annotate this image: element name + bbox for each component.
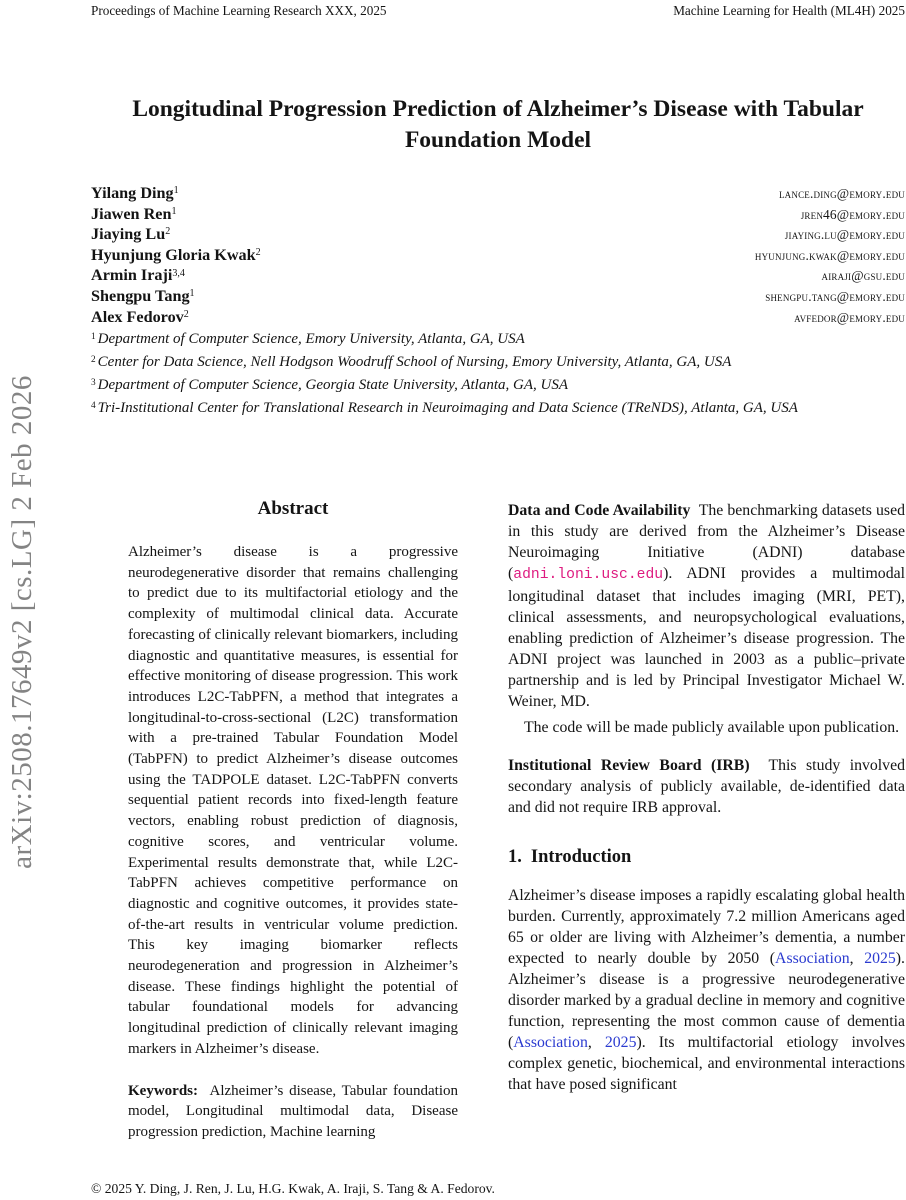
keywords-label: Keywords:: [128, 1082, 198, 1099]
citation-link[interactable]: Association: [513, 1034, 588, 1051]
author-row: [91, 225, 905, 246]
section-heading-introduction: [508, 847, 905, 868]
citation-link[interactable]: Association: [775, 950, 850, 967]
author-name: Yilang Ding$^1$: [91, 184, 179, 202]
header-left: Proceedings of Machine Learning Research XXX, 2025: [91, 3, 387, 18]
citation-year-link[interactable]: 2025: [864, 950, 896, 967]
author-block: [91, 184, 905, 328]
affiliation-item: $^2$ Center for Data Science, Nell Hodgson Woodruff School of Nursing, Emory University, Atlanta, GA, USA: [91, 354, 732, 370]
author-affil-sup: 3,4: [172, 267, 185, 279]
arxiv-watermark: arXiv:2508.17649v2 [cs.LG] 2 Feb 2026: [6, 375, 38, 869]
paper-title-text: Longitudinal Progression Prediction of Alzheimer’s Disease with Tabular Foundation Model: [132, 96, 864, 153]
author-row: [91, 308, 905, 329]
author-name: Jiaying Lu$^2$: [91, 225, 171, 244]
adni-url-link[interactable]: adni.loni.usc.edu: [513, 567, 664, 583]
affiliation-item: $^4$ Tri-Institutional Center for Translational Research in Neuroimaging and Data Science (TReNDS), Atlanta, GA, USA: [91, 400, 798, 416]
affiliation-item: $^1$ Department of Computer Science, Emory University, Atlanta, GA, USA: [91, 331, 525, 347]
introduction-paragraph: [508, 885, 905, 1095]
affiliation-item: $^3$ Department of Computer Science, Georgia State University, Atlanta, GA, USA: [91, 377, 568, 393]
author-affil-sup: 2: [165, 226, 171, 238]
data-availability-text: ). ADNI provides a multimodal longitudinal dataset that includes imaging (MRI, PET), clinical assessments, and neuropsychological evaluations, enabling prediction of Alzheimer’s disease progression. The ADNI project was launched in 2003 as a public–private partnership and is led by Principal Investigator Michael W. Weiner, MD.: [508, 565, 905, 710]
irb-paragraph: [508, 755, 905, 818]
author-email: hyunjung.kwak@emory.edu: [754, 247, 905, 263]
keywords-text: Alzheimer’s disease, Tabular foundation model, Longitudinal multimodal data, Disease progression prediction, Machine learning: [128, 1082, 458, 1140]
author-affil-sup: 1: [189, 288, 195, 300]
author-row: [91, 205, 905, 226]
author-row: [91, 246, 905, 267]
author-name: Shengpu Tang$^1$: [91, 286, 195, 305]
intro-text: ). Its multifactorial etiology involves complex genetic, biochemical, and environmental interactions that have posed significant: [508, 1034, 905, 1093]
author-affil-sup: 2: [255, 246, 261, 258]
left-column: [128, 498, 458, 1143]
author-affil-sup: 2: [183, 308, 189, 320]
affiliation-sup: 1: [91, 331, 96, 342]
intro-text: Alzheimer’s disease imposes a rapidly escalating global health burden. Currently, approximately 7.2 million Americans aged 65 or older are living with Alzheimer’s dementia, a number expected to nearly double by 2050 (: [508, 887, 905, 967]
affiliation-block: [91, 329, 897, 421]
section-number: 1.: [508, 847, 522, 867]
intro-text: ). Alzheimer’s disease is a progressive neurodegenerative disorder marked by a gradual decline in memory and cognitive function, representing the most common cause of dementia (: [508, 950, 905, 1051]
abstract-heading: Abstract: [257, 498, 329, 519]
author-name: Alex Fedorov$^2$: [91, 307, 189, 326]
intro-text: ,: [849, 950, 865, 967]
footer-copyright: © 2025 Y. Ding, J. Ren, J. Lu, H.G. Kwak, A. Iraji, S. Tang & A. Fedorov.: [91, 1181, 495, 1196]
section-title: Introduction: [530, 847, 632, 867]
author-affil-sup: 1: [171, 205, 177, 217]
author-affil-sup: 1: [173, 185, 179, 197]
author-name: Jiawen Ren$^1$: [91, 204, 177, 223]
author-email: jren46@emory.edu: [800, 206, 905, 222]
author-email: airaji@gsu.edu: [821, 268, 905, 284]
author-email: avfedor@emory.edu: [794, 309, 905, 325]
irb-text: This study involved secondary analysis of publicly available, de-identified data and did not require IRB approval.: [508, 757, 905, 816]
data-availability-heading: Data and Code Availability: [508, 502, 691, 519]
author-email: shengpu.tang@emory.edu: [765, 288, 905, 304]
code-availability-paragraph: The code will be made publicly available upon publication.: [524, 719, 900, 736]
running-header: [91, 3, 905, 18]
page-title: [91, 94, 905, 156]
author-row: [91, 266, 905, 287]
affiliation-sup: 3: [91, 377, 96, 388]
affiliation-sup: 4: [91, 400, 96, 411]
citation-year-link[interactable]: 2025: [604, 1034, 637, 1051]
author-email: lance.ding@emory.edu: [778, 186, 905, 201]
keywords-paragraph: [128, 1081, 458, 1143]
header-right: Machine Learning for Health (ML4H) 2025: [673, 3, 905, 18]
abstract-body: Alzheimer’s disease is a progressive neurodegenerative disorder that remains challenging to predict due to its multifactorial etiology and the complexity of multimodal clinical data. Accurate forecasting of clinically relevant biomarkers, including diagnostic and quantitative measures, is essential for effective monitoring of disease progression. This work introduces L2C-TabPFN, a method that integrates a longitudinal-to-cross-sectional (L2C) transformation with a pre-trained Tabular Foundation Model (TabPFN) to predict Alzheimer’s disease outcomes using the TADPOLE dataset. L2C-TabPFN converts sequential patient records into fixed-length feature vectors, enabling robust prediction of diagnosis, cognitive scores, and ventricular volume. Experimental results demonstrate that, while L2C-TabPFN achieves competitive performance on diagnostic and cognitive outcomes, it provides state-of-the-art results in ventricular volume prediction. This key imaging biomarker reflects neurodegeneration and progression in Alzheimer’s disease. These findings highlight the potential of tabular foundational models for advancing longitudinal prediction of clinically relevant imaging markers in Alzheimer’s disease.: [128, 544, 458, 1057]
right-column: [508, 500, 905, 1095]
data-availability-paragraph: [508, 500, 905, 712]
data-availability-text: The benchmarking datasets used in this study are derived from the Alzheimer’s Disease Neuroimaging Initiative (ADNI) database (: [508, 502, 905, 582]
author-row: [91, 287, 905, 308]
intro-text: ,: [587, 1034, 605, 1051]
irb-heading: Institutional Review Board (IRB): [508, 757, 750, 774]
author-email: jiaying.lu@emory.edu: [784, 227, 905, 243]
author-name: Armin Iraji$^{3,4}$: [91, 266, 185, 285]
author-row: [91, 184, 905, 205]
author-name: Hyunjung Gloria Kwak$^2$: [91, 245, 261, 264]
affiliation-sup: 2: [91, 354, 96, 365]
